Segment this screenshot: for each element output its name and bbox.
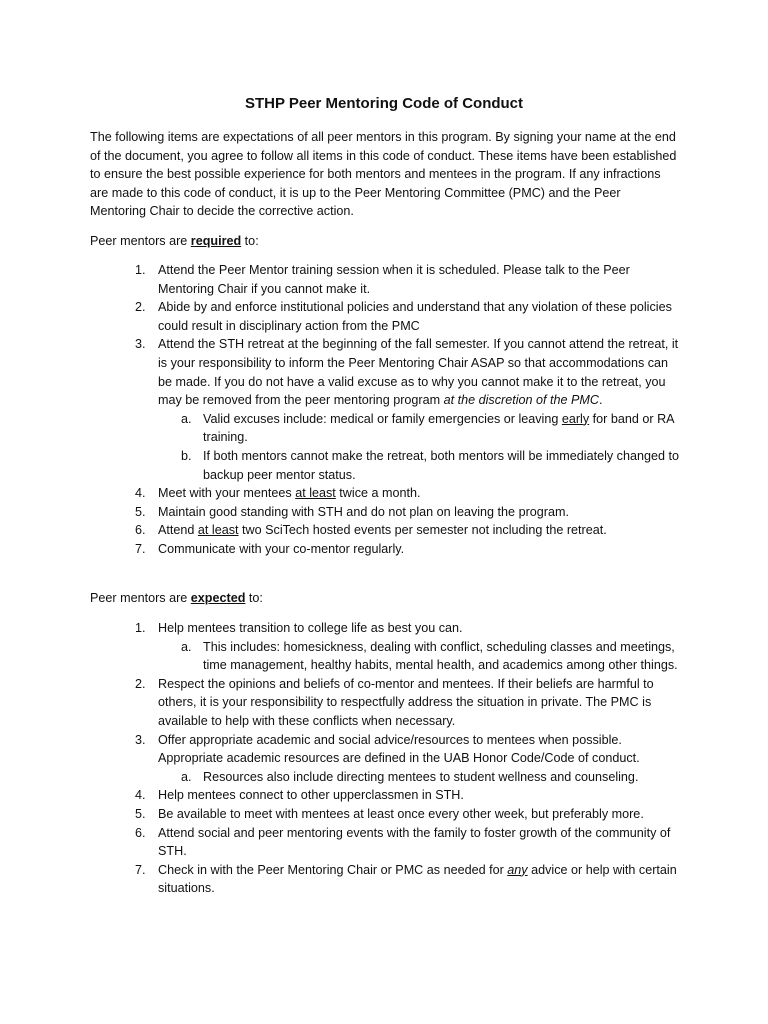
item-number: 6. <box>135 523 146 538</box>
item-text: Abide by and enforce institutional policies and understand that any violation of these policies could result in disciplinary action from the PMC <box>158 300 672 333</box>
list-item <box>90 619 680 675</box>
item-text: Respect the opinions and beliefs of co-mentor and mentees. If their beliefs are harmful to others, it is your responsibility to respectfully address the situation in private. The PMC is available to help with these conflicts when necessary. <box>158 676 654 728</box>
expected-lead-suffix: to: <box>245 591 263 605</box>
sub-item-text: If both mentors cannot make the retreat, both mentors will be immediately changed to backup peer mentor status. <box>203 448 680 482</box>
required-list <box>90 261 680 559</box>
required-lead-suffix: to: <box>241 234 259 248</box>
list-item <box>90 861 680 898</box>
list-item <box>90 503 680 522</box>
item-number: 2. <box>135 300 146 315</box>
list-item <box>90 540 680 559</box>
item-text-end: two SciTech hosted events per semester not including the retreat. <box>238 523 607 538</box>
list-item <box>90 786 680 805</box>
sub-item-underlined: early <box>561 411 590 426</box>
sub-item-text: Resources also include directing mentees to student wellness and counseling. <box>203 769 639 784</box>
item-number: 6. <box>135 825 146 840</box>
item-text-end: . <box>599 393 603 408</box>
item-text: Attend <box>158 523 198 538</box>
item-text: Help mentees transition to college life as best you can. <box>158 621 463 635</box>
item-text: Communicate with your co-mentor regularly. <box>158 541 405 556</box>
document-title: STHP Peer Mentoring Code of Conduct <box>244 95 524 112</box>
list-item <box>90 335 680 484</box>
required-emphasis: required <box>190 234 242 248</box>
sub-item-letter: b. <box>181 448 192 463</box>
sub-list-item <box>158 638 680 675</box>
item-number: 1. <box>135 263 146 277</box>
item-underlined: at least <box>197 523 239 538</box>
item-text-end: twice a month. <box>335 486 421 501</box>
item-text: Be available to meet with mentees at least once every other week, but preferably more. <box>158 806 644 821</box>
list-item <box>90 521 680 540</box>
item-number: 7. <box>135 541 146 556</box>
sub-item-text-end: for band or RA training. <box>203 411 674 445</box>
item-text: Attend social and peer mentoring events with the family to foster growth of the community of STH. <box>158 825 671 859</box>
item-text: Offer appropriate academic and social advice/resources to mentees when possible. Appropriate academic resources are defined in the UAB Honor Code/Code of conduct. <box>158 732 640 766</box>
expected-list <box>90 619 680 898</box>
list-item <box>90 805 680 824</box>
item-text: Attend the STH retreat at the beginning of the fall semester. If you cannot attend the retreat, it is your responsibility to inform the Peer Mentoring Chair ASAP so that accommodations can be made. If you do not have a valid excuse as to why you cannot make it to the retreat, you may be removed from the peer mentoring program <box>158 337 679 408</box>
item-number: 5. <box>135 806 146 821</box>
sub-item-letter: a. <box>181 639 192 654</box>
item-number: 4. <box>135 486 146 501</box>
sub-item-text: This includes: homesickness, dealing with conflict, scheduling classes and meetings, time management, healthy habits, mental health, and academics among other things. <box>203 639 678 673</box>
list-item <box>90 484 680 503</box>
sub-item-letter: a. <box>181 769 192 784</box>
sub-item-letter: a. <box>181 411 192 426</box>
required-lead-prefix: Peer mentors are <box>90 234 191 248</box>
list-item <box>90 298 680 335</box>
expected-emphasis: expected <box>190 591 246 605</box>
item-number: 7. <box>135 862 146 877</box>
item-number: 3. <box>135 732 146 747</box>
list-item <box>90 261 680 298</box>
item-underlined-italic: any <box>507 862 528 877</box>
item-text: Maintain good standing with STH and do not plan on leaving the program. <box>158 504 569 519</box>
item-number: 2. <box>135 676 146 691</box>
sub-item-text: Valid excuses include: medical or family emergencies or leaving <box>203 411 562 426</box>
list-item <box>90 675 680 731</box>
item-number: 4. <box>135 788 146 803</box>
list-item <box>90 824 680 861</box>
list-item <box>90 731 680 787</box>
expected-lead <box>90 589 680 608</box>
sub-list-item <box>158 447 680 484</box>
item-underlined: at least <box>295 486 336 501</box>
sub-list-item <box>158 410 680 447</box>
item-text-end: advice or help with certain situations. <box>158 862 677 896</box>
expected-lead-prefix: Peer mentors are <box>90 591 191 605</box>
item-italic-text: at the discretion of the PMC <box>443 393 599 408</box>
item-number: 1. <box>135 621 146 635</box>
item-text: Help mentees connect to other upperclassmen in STH. <box>158 788 464 803</box>
item-number: 3. <box>135 337 146 352</box>
sub-list-item <box>158 768 680 787</box>
required-lead <box>90 232 680 251</box>
item-text: Attend the Peer Mentor training session when it is scheduled. Please talk to the Peer Mentoring Chair if you cannot make it. <box>158 263 630 296</box>
item-text: Check in with the Peer Mentoring Chair or PMC as needed for <box>158 862 508 877</box>
item-number: 5. <box>135 504 146 519</box>
intro-paragraph: The following items are expectations of all peer mentors in this program. By signing your name at the end of the document, you agree to follow all items in this code of conduct. These items have been established to ensure the best possible experience for both mentors and mentees in the program. If any infractions are made to this code of conduct, it is up to the Peer Mentoring Committee (PMC) and the Peer Mentoring Chair to decide the corrective action. <box>90 130 677 219</box>
item-text: Meet with your mentees <box>158 486 296 501</box>
